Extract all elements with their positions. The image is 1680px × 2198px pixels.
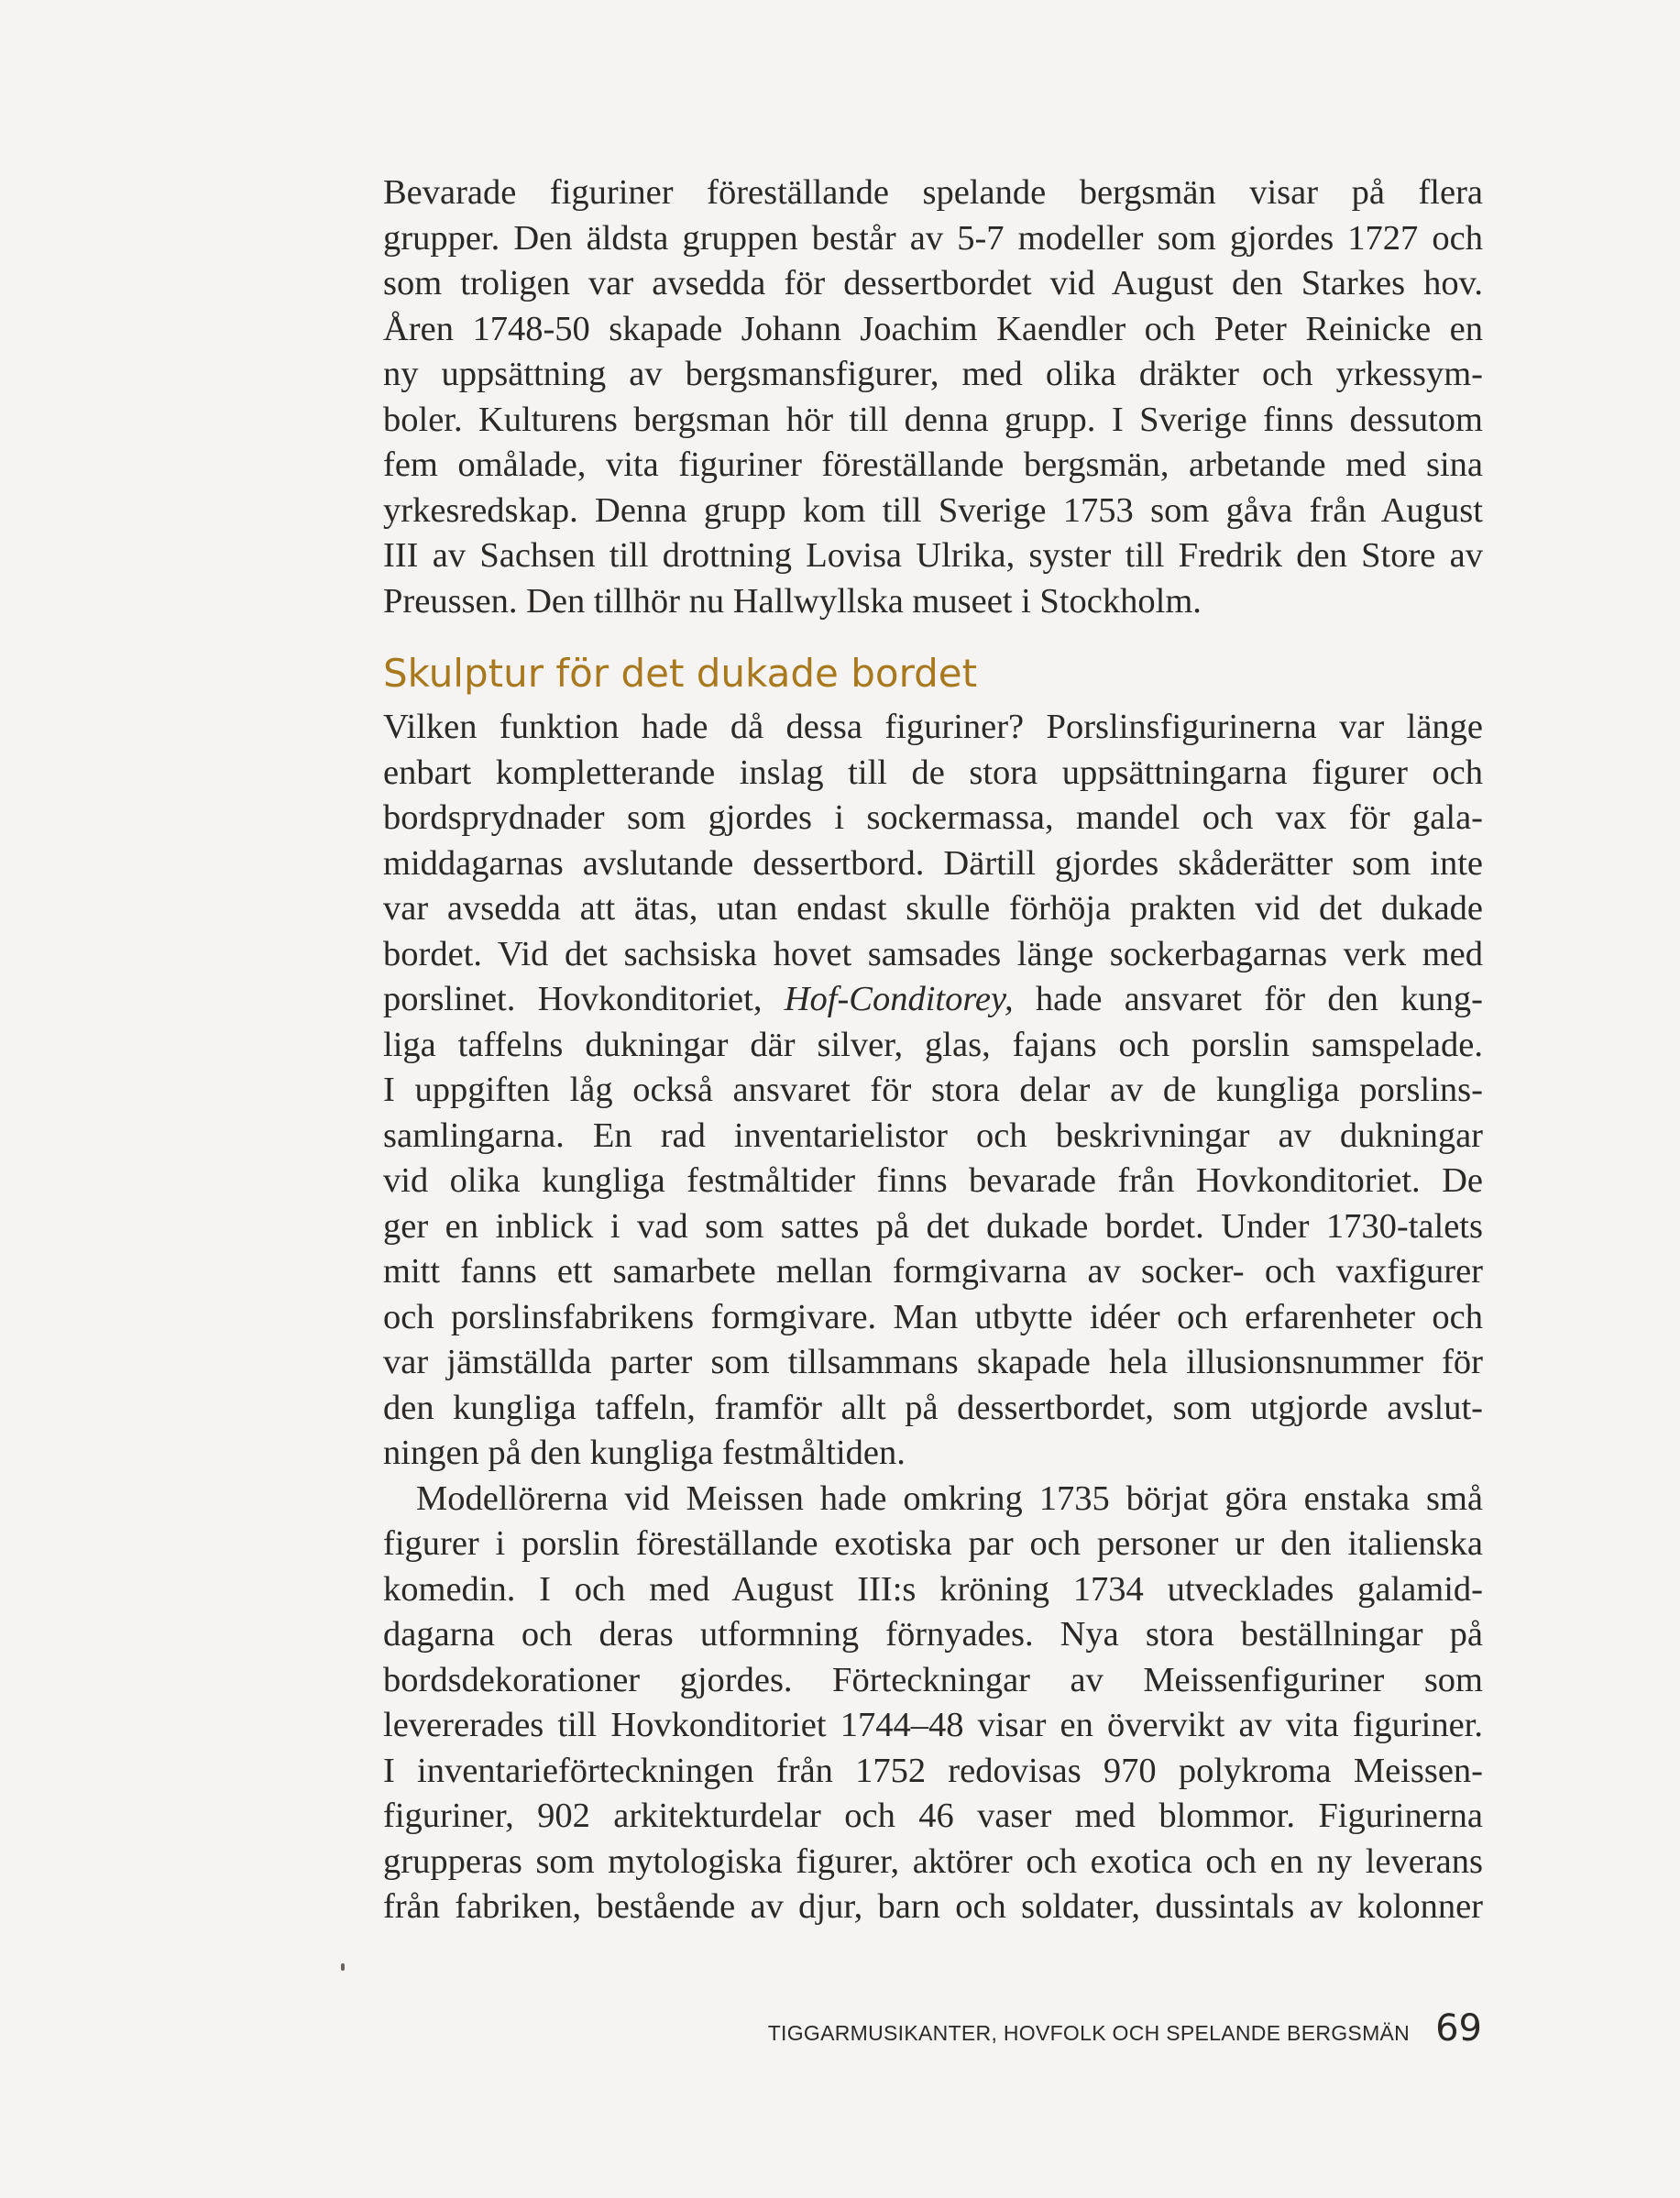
paragraph-1 [383,170,1483,624]
text-line: I uppgiften låg också ansvaret för stora delar av de kungliga porslins- [383,1071,1483,1109]
text-line: Vilken funktion hade då dessa figuriner? Porslinsfigurinerna var länge [383,708,1483,746]
text-line: mitt fanns ett samarbete mellan formgivarna av socker- och vaxfigurer [383,1252,1483,1291]
text-line: den kungliga taffeln, framför allt på dessertbordet, som utgjorde avslut- [383,1388,1483,1427]
text-line: ger en inblick i vad som sattes på det dukade bordet. Under 1730-talets [383,1206,1483,1246]
paper-speck [341,1963,345,1971]
text-line: figuriner, 902 arkitekturdelar och 46 vaser med blommor. Figurinerna [383,1797,1483,1835]
text-line: var avsedda att ätas, utan endast skulle förhöja prakten vid det dukade [383,889,1483,928]
text-line: samlingarna. En rad inventarielistor och beskrivningar av dukningar [383,1115,1483,1155]
text-line: bordsdekorationer gjordes. Förteckningar av Meissenfiguriner som [383,1660,1483,1699]
section-heading: Skulptur för det dukade bordet [383,651,978,696]
text-line: ningen på den kungliga festmåltiden. [383,1434,906,1472]
text-segment: porslinet. Hovkonditoriet, [383,980,785,1018]
text-line: var jämställda parter som tillsammans skapade hela illusionsnummer för [383,1343,1483,1381]
text-line: yrkesredskap. Denna grupp kom till Sverige 1753 som gåva från August [383,490,1483,530]
page-footer [767,2007,1482,2055]
text-line: bordet. Vid det sachsiska hovet samsades länge sockerbagarnas verk med [383,934,1483,973]
page-number: 69 [1435,2007,1482,2050]
text-column [383,170,1483,1930]
italic-term: Hof-Conditorey, [784,980,1014,1018]
text-line: vid olika kungliga festmåltider finns bevarade från Hovkonditoriet. De [383,1161,1483,1200]
text-line: figurer i porslin föreställande exotiska par och personer ur den italienska [383,1524,1483,1563]
text-line: I inventarieförteckningen från 1752 redovisas 970 polykroma Meissen- [383,1751,1483,1790]
text-segment: hade ansvaret för den kung- [1013,980,1483,1018]
text-line: ny uppsättning av bergsmansfigurer, med olika dräkter och yrkessym- [383,355,1483,393]
text-line: bordsprydnader som gjordes i sockermassa, mandel och vax för gala- [383,798,1483,837]
text-line: III av Sachsen till drottning Lovisa Ulrika, syster till Fredrik den Store av [383,536,1483,575]
text-line: grupper. Den äldsta gruppen består av 5-7 modeller som gjordes 1727 och [383,218,1483,258]
text-line: Åren 1748-50 skapade Johann Joachim Kaendler och Peter Reinicke en [383,309,1483,348]
text-line: komedin. I och med August III:s kröning 1734 utvecklades galamid- [383,1569,1483,1609]
paragraph-2 [383,705,1483,1477]
running-head: TIGGARMUSIKANTER, HOVFOLK OCH SPELANDE BERGSMÄN [767,2021,1411,2045]
paragraph-3 [383,1477,1483,1930]
text-line: enbart kompletterande inslag till de stora uppsättningarna figurer och [383,753,1483,792]
text-line: som troligen var avsedda för dessertbordet vid August den Starkes hov. [383,264,1483,302]
text-line: boler. Kulturens bergsman hör till denna grupp. I Sverige finns dessutom [383,400,1483,439]
text-line-with-italic [383,977,1483,1023]
text-line: fem omålade, vita figuriner föreställande bergsmän, arbetande med sina [383,445,1483,484]
text-line: dagarna och deras utformning förnyades. Nya stora beställningar på [383,1615,1483,1654]
text-line: Modellörerna vid Meissen hade omkring 1735 börjat göra enstaka små [416,1478,1483,1518]
text-line: liga taffelns dukningar där silver, glas, fajans och porslin samspelade. [383,1025,1483,1064]
text-line: grupperas som mytologiska figurer, aktörer och exotica och en ny leverans [383,1841,1483,1881]
text-line: och porslinsfabrikens formgivare. Man utbytte idéer och erfarenheter och [383,1297,1483,1336]
text-line: levererades till Hovkonditoriet 1744–48 visar en övervikt av vita figuriner. [383,1706,1483,1744]
text-line: middagarnas avslutande dessertbord. Därtill gjordes skåderätter som inte [383,843,1483,883]
text-line: Bevarade figuriner föreställande spelande bergsmän visar på flera [383,173,1483,212]
text-line: Preussen. Den tillhör nu Hallwyllska museet i Stockholm. [383,581,1202,621]
text-line: från fabriken, bestående av djur, barn och soldater, dussintals av kolonner [383,1887,1483,1926]
